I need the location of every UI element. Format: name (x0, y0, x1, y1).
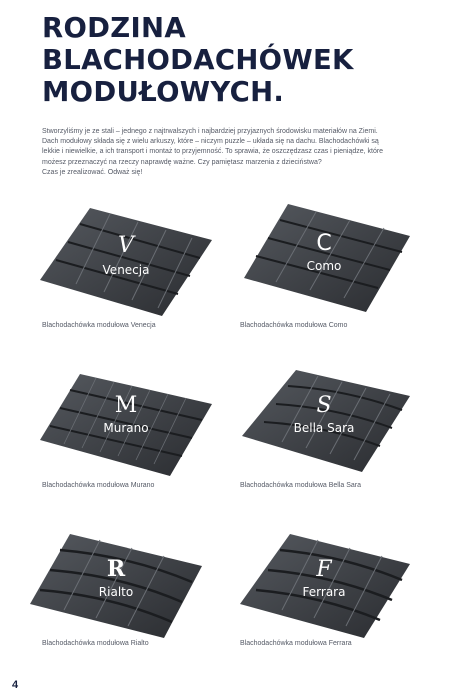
product-logo-text: Venecja (102, 263, 150, 277)
roof-tile-murano (40, 360, 212, 480)
page-number: 4 (12, 679, 19, 691)
product-caption: Blachodachówka modułowa Murano (42, 482, 155, 489)
roof-tile-image (238, 360, 410, 480)
title-line-1: RODZINA (42, 12, 186, 44)
product-caption: Blachodachówka modułowa Venecja (42, 322, 156, 329)
product-caption: Blachodachówka modułowa Rialto (42, 640, 149, 647)
product-caption: Blachodachówka modułowa Como (240, 322, 348, 329)
product-logo-mark: M (114, 393, 138, 418)
product-logo-mark: F (316, 557, 332, 582)
roof-tile-image (40, 198, 212, 318)
product-logo-text: Como (306, 259, 342, 273)
product-logo-text: Ferrara (302, 585, 346, 599)
intro-line: możesz przeznaczyć na rzeczy naprawdę ważne. Czy pamiętasz marzenia z dzieciństwa? (42, 158, 322, 166)
product-caption: Blachodachówka modułowa Ferrara (240, 640, 352, 647)
roof-tile-venecja (40, 198, 212, 318)
product-logo-mark: V (118, 233, 134, 258)
roof-tile-rialto (30, 522, 202, 642)
roof-sheet (244, 204, 410, 312)
product-logo-mark: S (316, 393, 332, 418)
roof-tile-image (238, 522, 410, 642)
intro-line: lekkie i niewielkie, a ich transport i montaż to przyjemność. To sprawia, że oszczędzasz czas i pieniądze, które (42, 148, 384, 156)
product-logo-mark: C (316, 231, 332, 256)
product-logo-mark: R (106, 556, 126, 582)
product-logo-text: Rialto (98, 585, 134, 599)
intro-line: Dach modułowy składa się z wielu arkuszy, które – niczym puzzle – układa się na dachu. Blachodachówki są (42, 138, 379, 146)
roof-tile-bella-sara (238, 360, 410, 480)
page-title (42, 12, 354, 108)
intro-line: Czas je zrealizować. Odważ się! (42, 168, 143, 176)
intro-line: Stworzyliśmy je ze stali – jednego z najtrwalszych i najbardziej przyjaznych środowisku materiałów na Ziemi. (42, 128, 378, 135)
title-line-2: BLACHODACHÓWEK (42, 44, 354, 76)
roof-tile-ferrara (238, 522, 410, 642)
product-caption: Blachodachówka modułowa Bella Sara (240, 482, 362, 489)
intro-paragraph (42, 127, 414, 178)
roof-tile-image (30, 522, 202, 642)
product-logo-text: Bella Sara (293, 421, 355, 435)
roof-tile-image (238, 198, 410, 318)
roof-tile-image (40, 360, 212, 480)
product-logo-text: Murano (103, 421, 149, 435)
title-line-3: MODUŁOWYCH. (42, 76, 285, 108)
roof-tile-como (238, 198, 410, 318)
